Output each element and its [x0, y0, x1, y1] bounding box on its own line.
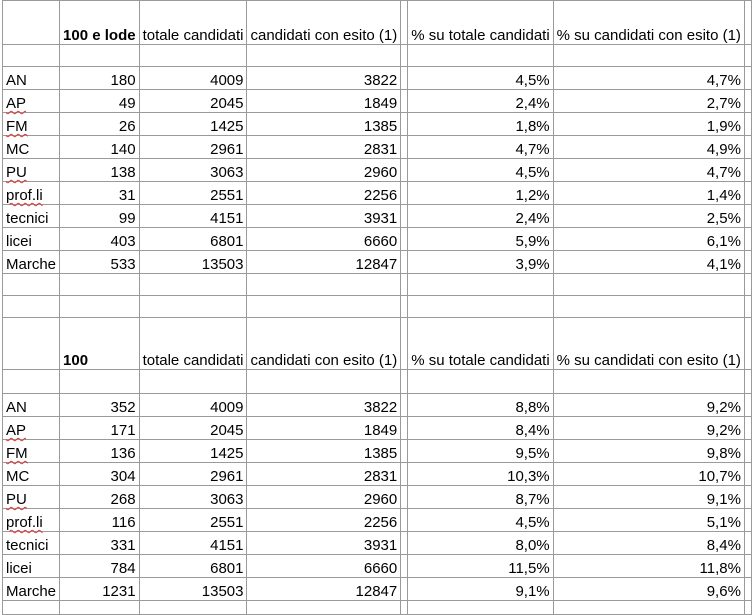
- empty-cell[interactable]: [744, 90, 751, 113]
- percent-cell[interactable]: 8,8%: [408, 394, 553, 417]
- column-header-cell[interactable]: [401, 1, 408, 45]
- value-cell[interactable]: 2960: [247, 486, 401, 509]
- empty-cell[interactable]: [401, 228, 408, 251]
- row-label-cell[interactable]: [3, 251, 60, 274]
- percent-cell[interactable]: 8,0%: [408, 532, 553, 555]
- empty-cell[interactable]: [744, 318, 751, 370]
- value-cell[interactable]: 3931: [247, 205, 401, 228]
- empty-cell[interactable]: [744, 274, 751, 296]
- value-cell[interactable]: 3822: [247, 67, 401, 90]
- column-header-cell[interactable]: totale candidati: [139, 1, 247, 45]
- empty-cell[interactable]: [744, 113, 751, 136]
- value-cell[interactable]: 13503: [139, 251, 247, 274]
- percent-cell[interactable]: 4,1%: [553, 251, 744, 274]
- value-cell[interactable]: 1849: [247, 417, 401, 440]
- value-cell[interactable]: 49: [60, 90, 140, 113]
- value-cell[interactable]: 2831: [247, 136, 401, 159]
- column-header-cell[interactable]: candidati con esito (1): [247, 318, 401, 370]
- empty-cell[interactable]: [744, 440, 751, 463]
- table-row: [3, 417, 752, 440]
- value-cell[interactable]: 6660: [247, 228, 401, 251]
- value-cell[interactable]: 4151: [139, 532, 247, 555]
- value-cell[interactable]: 12847: [247, 251, 401, 274]
- empty-cell[interactable]: [139, 296, 247, 318]
- percent-cell[interactable]: 4,5%: [408, 509, 553, 532]
- empty-cell[interactable]: [60, 296, 140, 318]
- value-cell[interactable]: 268: [60, 486, 140, 509]
- table-row: [3, 486, 752, 509]
- percent-cell[interactable]: 4,5%: [408, 159, 553, 182]
- blank-row: [3, 296, 752, 318]
- empty-cell[interactable]: [553, 45, 744, 67]
- empty-cell[interactable]: [744, 67, 751, 90]
- empty-cell[interactable]: [408, 274, 553, 296]
- percent-cell[interactable]: 9,1%: [553, 486, 744, 509]
- empty-cell[interactable]: [139, 370, 247, 394]
- column-header-cell[interactable]: totale candidati: [139, 318, 247, 370]
- empty-cell[interactable]: [553, 601, 744, 615]
- table-row: [3, 251, 752, 274]
- empty-cell[interactable]: [401, 274, 408, 296]
- row-label-text: FM: [6, 445, 28, 462]
- empty-cell[interactable]: [401, 113, 408, 136]
- value-cell[interactable]: 99: [60, 205, 140, 228]
- empty-cell[interactable]: [401, 251, 408, 274]
- table-row: [3, 463, 752, 486]
- value-cell[interactable]: 2256: [247, 182, 401, 205]
- row-label-cell[interactable]: [3, 90, 60, 113]
- row-label-cell[interactable]: [3, 440, 60, 463]
- empty-cell[interactable]: [247, 296, 401, 318]
- percent-cell[interactable]: 5,1%: [553, 509, 744, 532]
- row-label-cell[interactable]: [3, 228, 60, 251]
- empty-cell[interactable]: [744, 486, 751, 509]
- row-label-cell[interactable]: [3, 486, 60, 509]
- table-row: [3, 136, 752, 159]
- column-header-cell[interactable]: % su candidati con esito (1): [553, 318, 744, 370]
- row-label-cell[interactable]: [3, 67, 60, 90]
- value-cell[interactable]: 2045: [139, 90, 247, 113]
- empty-cell[interactable]: [3, 45, 60, 67]
- empty-cell[interactable]: [744, 394, 751, 417]
- row-label-text: AP: [6, 422, 27, 439]
- column-header-cell[interactable]: candidati con esito (1): [247, 1, 401, 45]
- row-label-text: AN: [6, 72, 27, 89]
- empty-cell[interactable]: [744, 578, 751, 601]
- value-cell[interactable]: 2256: [247, 509, 401, 532]
- row-label-cell[interactable]: [3, 205, 60, 228]
- percent-cell[interactable]: 5,9%: [408, 228, 553, 251]
- row-label-text: MC: [6, 468, 30, 485]
- percent-cell[interactable]: 3,9%: [408, 251, 553, 274]
- value-cell[interactable]: 6660: [247, 555, 401, 578]
- empty-cell[interactable]: [247, 370, 401, 394]
- row-label-cell[interactable]: [3, 113, 60, 136]
- row-label-text: Marche: [6, 256, 57, 273]
- empty-cell[interactable]: [401, 370, 408, 394]
- empty-cell[interactable]: [744, 1, 751, 45]
- percent-cell[interactable]: 4,7%: [553, 67, 744, 90]
- empty-cell[interactable]: [401, 45, 408, 67]
- value-cell[interactable]: 140: [60, 136, 140, 159]
- row-label-text: tecnici: [6, 210, 49, 227]
- column-header-cell[interactable]: % su totale candidati: [408, 318, 553, 370]
- empty-cell[interactable]: [139, 45, 247, 67]
- empty-cell[interactable]: [553, 370, 744, 394]
- row-label-text: AN: [6, 399, 27, 416]
- percent-cell[interactable]: 2,7%: [553, 90, 744, 113]
- row-label-cell[interactable]: [3, 463, 60, 486]
- empty-cell[interactable]: [401, 182, 408, 205]
- row-label-cell[interactable]: [3, 417, 60, 440]
- percent-cell[interactable]: 9,2%: [553, 394, 744, 417]
- table-row: [3, 205, 752, 228]
- row-label-text: tecnici: [6, 537, 49, 554]
- empty-cell[interactable]: [401, 67, 408, 90]
- empty-cell[interactable]: [60, 370, 140, 394]
- empty-cell[interactable]: [401, 532, 408, 555]
- table-row: [3, 90, 752, 113]
- row-label-cell[interactable]: [3, 578, 60, 601]
- empty-cell[interactable]: [744, 509, 751, 532]
- percent-cell[interactable]: 10,7%: [553, 463, 744, 486]
- table-row: [3, 182, 752, 205]
- empty-cell[interactable]: [401, 509, 408, 532]
- value-cell[interactable]: 138: [60, 159, 140, 182]
- empty-cell[interactable]: [139, 274, 247, 296]
- percent-cell[interactable]: 4,5%: [408, 67, 553, 90]
- value-cell[interactable]: 26: [60, 113, 140, 136]
- value-cell[interactable]: 3063: [139, 486, 247, 509]
- empty-cell[interactable]: [553, 274, 744, 296]
- empty-cell[interactable]: [401, 486, 408, 509]
- column-header-cell[interactable]: % su candidati con esito (1): [553, 1, 744, 45]
- table-row: [3, 509, 752, 532]
- value-cell[interactable]: 6801: [139, 228, 247, 251]
- empty-cell[interactable]: [744, 251, 751, 274]
- row-label-text: prof.li: [6, 514, 43, 531]
- value-cell[interactable]: 31: [60, 182, 140, 205]
- value-cell[interactable]: 352: [60, 394, 140, 417]
- value-cell[interactable]: 4009: [139, 394, 247, 417]
- column-header-cell[interactable]: [3, 1, 60, 45]
- value-cell[interactable]: 533: [60, 251, 140, 274]
- percent-cell[interactable]: 9,6%: [553, 578, 744, 601]
- value-cell[interactable]: 2961: [139, 463, 247, 486]
- empty-cell[interactable]: [401, 555, 408, 578]
- column-header-cell[interactable]: 100: [60, 318, 140, 370]
- percent-cell[interactable]: 2,4%: [408, 90, 553, 113]
- empty-cell[interactable]: [744, 296, 751, 318]
- blank-row: [3, 601, 752, 615]
- percent-cell[interactable]: 4,7%: [408, 136, 553, 159]
- table-row: [3, 440, 752, 463]
- empty-cell[interactable]: [401, 205, 408, 228]
- percent-cell[interactable]: 1,9%: [553, 113, 744, 136]
- percent-cell[interactable]: 9,2%: [553, 417, 744, 440]
- row-label-cell[interactable]: [3, 509, 60, 532]
- empty-cell[interactable]: [744, 463, 751, 486]
- empty-cell[interactable]: [744, 417, 751, 440]
- value-cell[interactable]: 1231: [60, 578, 140, 601]
- empty-cell[interactable]: [408, 296, 553, 318]
- value-cell[interactable]: 1385: [247, 440, 401, 463]
- percent-cell[interactable]: 9,1%: [408, 578, 553, 601]
- row-label-text: prof.li: [6, 187, 43, 204]
- value-cell[interactable]: 1425: [139, 113, 247, 136]
- empty-cell[interactable]: [401, 136, 408, 159]
- empty-cell[interactable]: [401, 463, 408, 486]
- value-cell[interactable]: 4151: [139, 205, 247, 228]
- percent-cell[interactable]: 4,7%: [553, 159, 744, 182]
- table-row: [3, 532, 752, 555]
- empty-cell[interactable]: [401, 440, 408, 463]
- value-cell[interactable]: 3063: [139, 159, 247, 182]
- empty-cell[interactable]: [247, 45, 401, 67]
- empty-cell[interactable]: [247, 274, 401, 296]
- table-row: [3, 394, 752, 417]
- value-cell[interactable]: 13503: [139, 578, 247, 601]
- value-cell[interactable]: 12847: [247, 578, 401, 601]
- empty-cell[interactable]: [247, 601, 401, 615]
- value-cell[interactable]: 2960: [247, 159, 401, 182]
- percent-cell[interactable]: 1,2%: [408, 182, 553, 205]
- row-label-text: MC: [6, 141, 30, 158]
- row-label-cell[interactable]: [3, 555, 60, 578]
- empty-cell[interactable]: [744, 159, 751, 182]
- percent-cell[interactable]: 8,4%: [408, 417, 553, 440]
- row-label-text: licei: [6, 560, 32, 577]
- empty-cell[interactable]: [744, 182, 751, 205]
- blank-row: [3, 274, 752, 296]
- table-row: [3, 67, 752, 90]
- empty-cell[interactable]: [60, 45, 140, 67]
- value-cell[interactable]: 403: [60, 228, 140, 251]
- percent-cell[interactable]: 11,5%: [408, 555, 553, 578]
- header-row: [3, 1, 752, 45]
- empty-cell[interactable]: [744, 45, 751, 67]
- percent-cell[interactable]: 1,8%: [408, 113, 553, 136]
- row-label-text: PU: [6, 164, 27, 181]
- value-cell[interactable]: 304: [60, 463, 140, 486]
- row-label-cell[interactable]: [3, 136, 60, 159]
- empty-cell[interactable]: [744, 136, 751, 159]
- empty-cell[interactable]: [3, 274, 60, 296]
- value-cell[interactable]: 3822: [247, 394, 401, 417]
- row-label-text: FM: [6, 118, 28, 135]
- column-header-cell[interactable]: % su totale candidati: [408, 1, 553, 45]
- empty-cell[interactable]: [744, 205, 751, 228]
- empty-cell[interactable]: [744, 555, 751, 578]
- empty-cell[interactable]: [408, 45, 553, 67]
- row-label-cell[interactable]: [3, 159, 60, 182]
- value-cell[interactable]: 1425: [139, 440, 247, 463]
- value-cell[interactable]: 784: [60, 555, 140, 578]
- empty-cell[interactable]: [401, 159, 408, 182]
- empty-cell[interactable]: [744, 228, 751, 251]
- row-label-text: licei: [6, 233, 32, 250]
- blank-row: [3, 370, 752, 394]
- row-label-text: AP: [6, 95, 27, 112]
- empty-cell[interactable]: [408, 370, 553, 394]
- empty-cell[interactable]: [401, 90, 408, 113]
- column-header-cell[interactable]: [401, 318, 408, 370]
- empty-cell[interactable]: [744, 532, 751, 555]
- percent-cell[interactable]: 2,5%: [553, 205, 744, 228]
- value-cell[interactable]: 2961: [139, 136, 247, 159]
- percent-cell[interactable]: 4,9%: [553, 136, 744, 159]
- percent-cell[interactable]: 8,4%: [553, 532, 744, 555]
- value-cell[interactable]: 1385: [247, 113, 401, 136]
- percent-cell[interactable]: 9,5%: [408, 440, 553, 463]
- percent-cell[interactable]: 8,7%: [408, 486, 553, 509]
- empty-cell[interactable]: [60, 274, 140, 296]
- value-cell[interactable]: 116: [60, 509, 140, 532]
- column-header-cell[interactable]: [3, 318, 60, 370]
- value-cell[interactable]: 180: [60, 67, 140, 90]
- table-row: [3, 228, 752, 251]
- value-cell[interactable]: 1849: [247, 90, 401, 113]
- empty-cell[interactable]: [408, 601, 553, 615]
- percent-cell[interactable]: 1,4%: [553, 182, 744, 205]
- table-row: [3, 555, 752, 578]
- table-row: [3, 159, 752, 182]
- empty-cell[interactable]: [553, 296, 744, 318]
- value-cell[interactable]: 2551: [139, 182, 247, 205]
- blank-row: [3, 45, 752, 67]
- empty-cell[interactable]: [744, 370, 751, 394]
- empty-cell[interactable]: [401, 394, 408, 417]
- value-cell[interactable]: 331: [60, 532, 140, 555]
- value-cell[interactable]: 6801: [139, 555, 247, 578]
- empty-cell[interactable]: [139, 601, 247, 615]
- row-label-text: PU: [6, 491, 27, 508]
- row-label-cell[interactable]: [3, 182, 60, 205]
- row-label-text: Marche: [6, 583, 57, 600]
- value-cell[interactable]: 136: [60, 440, 140, 463]
- value-cell[interactable]: 2831: [247, 463, 401, 486]
- percent-cell[interactable]: 2,4%: [408, 205, 553, 228]
- empty-cell[interactable]: [3, 296, 60, 318]
- row-label-cell[interactable]: [3, 394, 60, 417]
- column-header-cell[interactable]: 100 e lode: [60, 1, 140, 45]
- value-cell[interactable]: 171: [60, 417, 140, 440]
- spreadsheet-grid: [2, 0, 752, 615]
- empty-cell[interactable]: [401, 601, 408, 615]
- empty-cell[interactable]: [401, 296, 408, 318]
- table-row: [3, 113, 752, 136]
- percent-cell[interactable]: 10,3%: [408, 463, 553, 486]
- value-cell[interactable]: 4009: [139, 67, 247, 90]
- value-cell[interactable]: 3931: [247, 532, 401, 555]
- percent-cell[interactable]: 6,1%: [553, 228, 744, 251]
- table-row: [3, 578, 752, 601]
- empty-cell[interactable]: [744, 601, 751, 615]
- value-cell[interactable]: 2045: [139, 417, 247, 440]
- empty-cell[interactable]: [401, 417, 408, 440]
- empty-cell[interactable]: [401, 578, 408, 601]
- empty-cell[interactable]: [3, 601, 60, 615]
- header-row: [3, 318, 752, 370]
- empty-cell[interactable]: [3, 370, 60, 394]
- percent-cell[interactable]: 9,8%: [553, 440, 744, 463]
- percent-cell[interactable]: 11,8%: [553, 555, 744, 578]
- empty-cell[interactable]: [60, 601, 140, 615]
- value-cell[interactable]: 2551: [139, 509, 247, 532]
- row-label-cell[interactable]: [3, 532, 60, 555]
